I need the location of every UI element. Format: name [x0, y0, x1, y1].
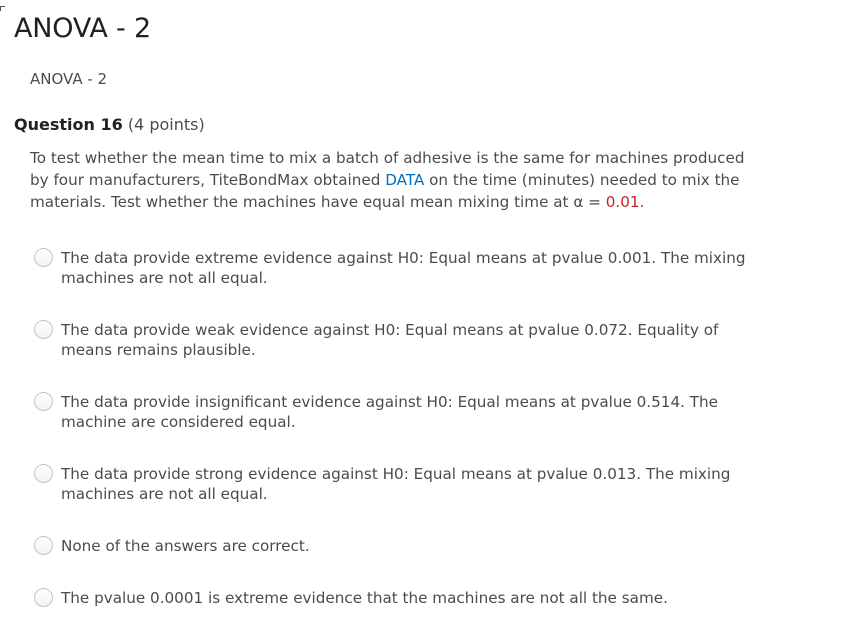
answer-option-4[interactable] [34, 464, 794, 504]
corner-mark [0, 6, 5, 11]
question-points: (4 points) [127, 115, 205, 134]
answer-option-3[interactable] [34, 392, 794, 432]
question-number: Question 16 [14, 115, 123, 134]
question-text [30, 147, 760, 213]
answer-option-2[interactable] [34, 320, 794, 360]
radio-button-2[interactable] [34, 320, 53, 339]
question-text-part1: To test whether the mean time to mix a batch of adhesive is the same for machines produced by four manufacturers, TiteBondMax obtained [30, 149, 745, 189]
radio-button-5[interactable] [34, 536, 53, 555]
alpha-value: 0.01. [605, 193, 645, 211]
answer-option-label: The data provide insignificant evidence against H0: Equal means at pvalue 0.514. The machine are considered equal. [61, 393, 719, 431]
question-text-part2: on the time (minutes) needed to mix the materials. Test whether the machines have equal mean mixing time at α = [30, 171, 740, 211]
radio-button-4[interactable] [34, 464, 53, 483]
answer-option-label: None of the answers are correct. [61, 537, 310, 555]
answer-option-label: The pvalue 0.0001 is extreme evidence that the machines are not all the same. [61, 589, 668, 607]
answer-option-6[interactable] [34, 588, 794, 608]
radio-button-3[interactable] [34, 392, 53, 411]
answer-option-label: The data provide strong evidence against H0: Equal means at pvalue 0.013. The mixing machines are not all equal. [61, 465, 731, 503]
answer-option-5[interactable] [34, 536, 794, 556]
page-title: ANOVA - 2 [14, 13, 151, 44]
page-subtitle: ANOVA - 2 [30, 70, 108, 88]
data-link[interactable]: DATA [385, 171, 425, 189]
answer-option-label: The data provide weak evidence against H0: Equal means at pvalue 0.072. Equality of means remains plausible. [61, 321, 719, 359]
radio-button-6[interactable] [34, 588, 53, 607]
radio-button-1[interactable] [34, 248, 53, 267]
answer-option-1[interactable] [34, 248, 794, 288]
question-header [14, 115, 205, 134]
answer-option-label: The data provide extreme evidence against H0: Equal means at pvalue 0.001. The mixing machines are not all equal. [61, 249, 746, 287]
